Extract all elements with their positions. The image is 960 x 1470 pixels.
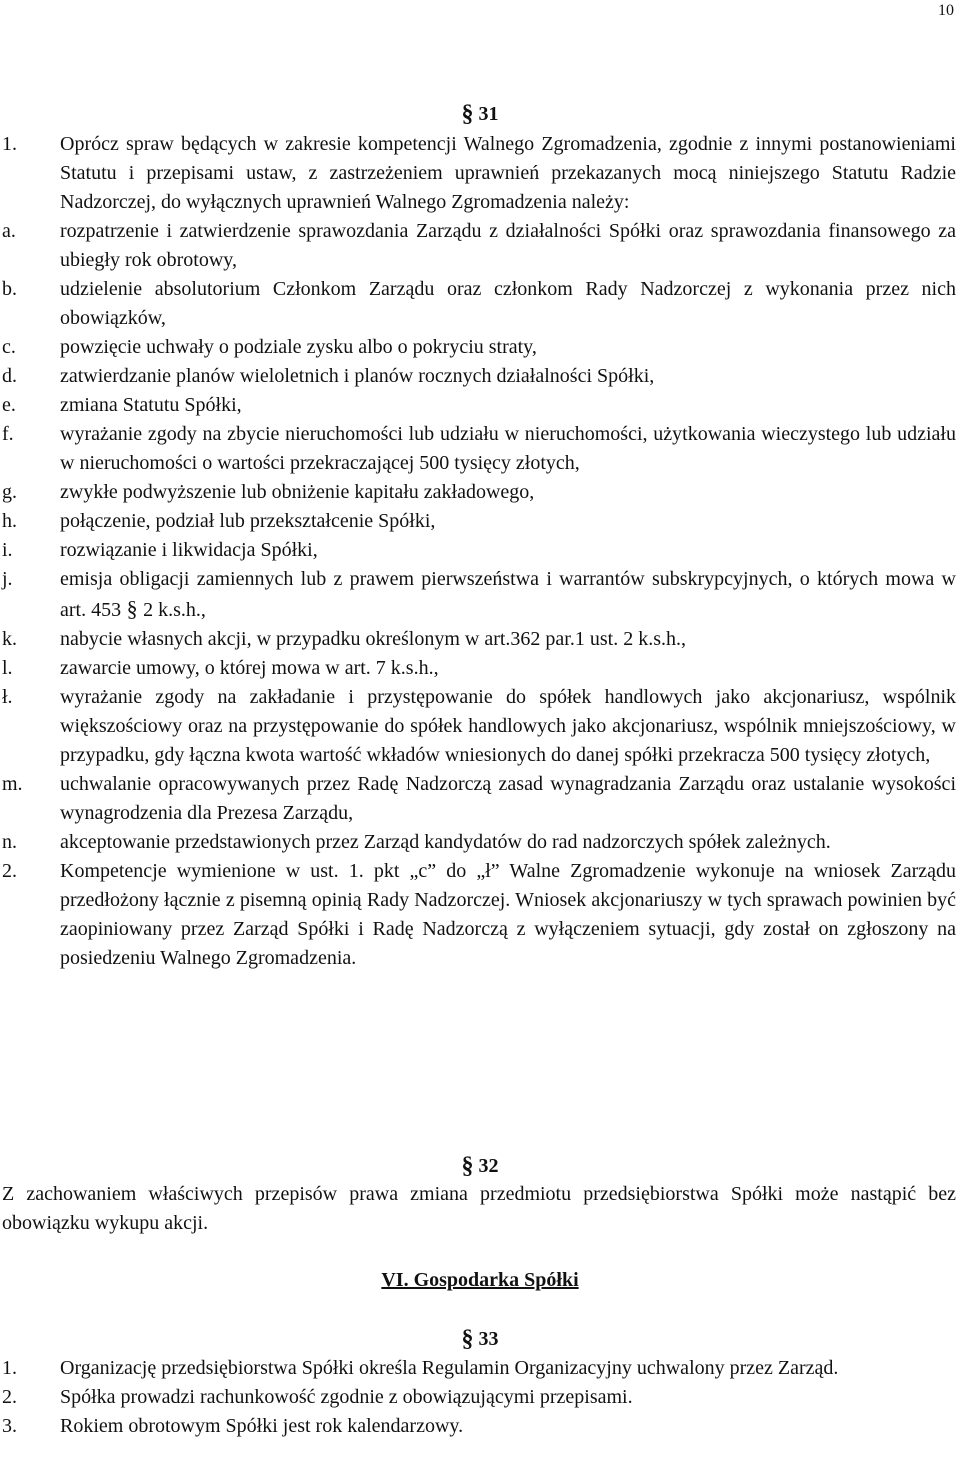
- list-item-text: powzięcie uchwały o podziale zysku albo o pokryciu straty,: [60, 336, 537, 358]
- list-item: [2, 536, 956, 565]
- section-33-list: [2, 1354, 956, 1441]
- list-item: [2, 333, 956, 362]
- list-item-marker: f.: [2, 423, 14, 445]
- competence-list: [2, 217, 956, 857]
- section-sign-icon: §: [121, 596, 144, 621]
- list-item: [2, 362, 956, 391]
- list-item: [2, 275, 956, 333]
- list-item-text: wyrażanie zgody na zakładanie i przystępowanie do spółek handlowych jako akcjonariusz, wspólnik większościowy oraz na przystępowanie do spółek handlowych jako akcjonariusz, wspólnik mniejszościowy, w przypadku, gdy łączna kwota wartość wkładów wniesionych do danej spółki przekracza 500 tysięcy złotych,: [60, 686, 956, 766]
- paragraph-1-marker: 1.: [2, 133, 17, 155]
- list-item-text: zmiana Statutu Spółki,: [60, 394, 242, 416]
- list-item-marker: b.: [2, 278, 17, 300]
- list-item: [2, 828, 956, 857]
- list-item-text-tail: 2 k.s.h.,: [143, 599, 206, 621]
- section-sign-icon: §: [461, 1326, 474, 1352]
- section-32-heading: [0, 1154, 960, 1178]
- list-item: [2, 478, 956, 507]
- list-item-marker: j.: [2, 568, 13, 590]
- list-item-text: wyrażanie zgody na zbycie nieruchomości lub udziału w nieruchomości, użytkowania wieczystego lub udziału w nieruchomości o wartości przekraczającej 500 tysięcy złotych,: [60, 423, 956, 474]
- list-item-marker: l.: [2, 657, 13, 679]
- list-item-marker: c.: [2, 336, 16, 358]
- paragraph-marker: 2.: [2, 1386, 17, 1408]
- section-sign-icon: §: [461, 101, 474, 127]
- list-item-marker: e.: [2, 394, 16, 416]
- list-item-text: zawarcie umowy, o której mowa w art. 7 k.s.h.,: [60, 657, 439, 679]
- list-item-text: uchwalanie opracowywanych przez Radę Nadzorczą zasad wynagradzania Zarządu oraz ustalanie wysokości wynagrodzenia dla Prezesa Zarządu,: [60, 773, 956, 824]
- list-item-text: rozwiązanie i likwidacja Spółki,: [60, 539, 318, 561]
- list-item-marker: i.: [2, 539, 13, 561]
- paragraph-text: Spółka prowadzi rachunkowość zgodnie z obowiązującymi przepisami.: [60, 1386, 633, 1408]
- list-item-text: rozpatrzenie i zatwierdzenie sprawozdania Zarządu z działalności Spółki oraz sprawozdania finansowego za ubiegły rok obrotowy,: [60, 220, 956, 271]
- list-item-marker: g.: [2, 481, 17, 503]
- paragraph-1-intro: Oprócz spraw będących w zakresie kompetencji Walnego Zgromadzenia, zgodnie z innymi postanowieniami Statutu i przepisami ustaw, z zastrzeżeniem uprawnień przekazanych mocą niniejszego Statutu Radzie Nadzorczej, do wyłącznych uprawnień Walnego Zgromadzenia należy:: [60, 133, 956, 213]
- paragraph-marker: 1.: [2, 1357, 17, 1379]
- list-item: [2, 420, 956, 478]
- paragraph-1: [2, 130, 956, 217]
- section-32-number: 32: [478, 1155, 499, 1177]
- list-item-marker: m.: [2, 773, 23, 795]
- list-item: [2, 625, 956, 654]
- list-item-text: zatwierdzanie planów wieloletnich i planów rocznych działalności Spółki,: [60, 365, 655, 387]
- paragraph: [2, 1383, 956, 1412]
- list-item: [2, 654, 956, 683]
- list-item: [2, 683, 956, 770]
- paragraph-text: Organizację przedsiębiorstwa Spółki określa Regulamin Organizacyjny uchwalony przez Zarząd.: [60, 1357, 839, 1379]
- paragraph: [2, 1354, 956, 1383]
- section-32-text: Z zachowaniem właściwych przepisów prawa zmiana przedmiotu przedsiębiorstwa Spółki może nastąpić bez obowiązku wykupu akcji.: [2, 1183, 956, 1234]
- list-item-marker: n.: [2, 831, 17, 853]
- list-item: [2, 391, 956, 420]
- list-item: [2, 565, 956, 625]
- list-item-marker: ł.: [2, 686, 13, 708]
- section-31-body: [2, 130, 956, 973]
- chapter-heading: VI. Gospodarka Spółki: [381, 1269, 579, 1291]
- list-item-marker: a.: [2, 220, 16, 242]
- list-item-text: emisja obligacji zamiennych lub z prawem pierwszeństwa i warrantów subskrypcyjnych, o których mowa w art. 453: [60, 568, 956, 621]
- paragraph-marker: 3.: [2, 1415, 17, 1437]
- section-33-heading: [0, 1327, 960, 1351]
- section-33-number: 33: [478, 1328, 499, 1350]
- list-item: [2, 507, 956, 536]
- section-31-number: 31: [478, 103, 499, 125]
- paragraph-2-text: Kompetencje wymienione w ust. 1. pkt „c” do „ł” Walne Zgromadzenie wykonuje na wniosek Zarządu przedłożony łącznie z pisemną opinią Rady Nadzorczej. Wniosek akcjonariuszy w tych sprawach powinien być zaopiniowany przez Zarząd Spółki i Radę Nadzorczą z wyłączeniem sytuacji, gdy został on zgłoszony na posiedzeniu Walnego Zgromadzenia.: [60, 860, 956, 969]
- paragraph: [2, 1412, 956, 1441]
- list-item-text: nabycie własnych akcji, w przypadku określonym w art.362 par.1 ust. 2 k.s.h.,: [60, 628, 686, 650]
- list-item-text: akceptowanie przedstawionych przez Zarząd kandydatów do rad nadzorczych spółek zależnych.: [60, 831, 831, 853]
- paragraph-text: Rokiem obrotowym Spółki jest rok kalendarzowy.: [60, 1415, 464, 1437]
- paragraph-2-marker: 2.: [2, 860, 17, 882]
- paragraph-2: [2, 857, 956, 973]
- list-item-text: zwykłe podwyższenie lub obniżenie kapitału zakładowego,: [60, 481, 535, 503]
- list-item-text: udzielenie absolutorium Członkom Zarządu oraz członkom Rady Nadzorczej z wykonania przez nich obowiązków,: [60, 278, 956, 329]
- section-sign-icon: §: [461, 1153, 474, 1179]
- list-item-text: połączenie, podział lub przekształcenie Spółki,: [60, 510, 436, 532]
- list-item-marker: d.: [2, 365, 17, 387]
- list-item-marker: h.: [2, 510, 17, 532]
- list-item: [2, 217, 956, 275]
- page-number: 10: [938, 2, 954, 19]
- list-item: [2, 770, 956, 828]
- section-31-heading: [0, 102, 960, 126]
- list-item-marker: k.: [2, 628, 17, 650]
